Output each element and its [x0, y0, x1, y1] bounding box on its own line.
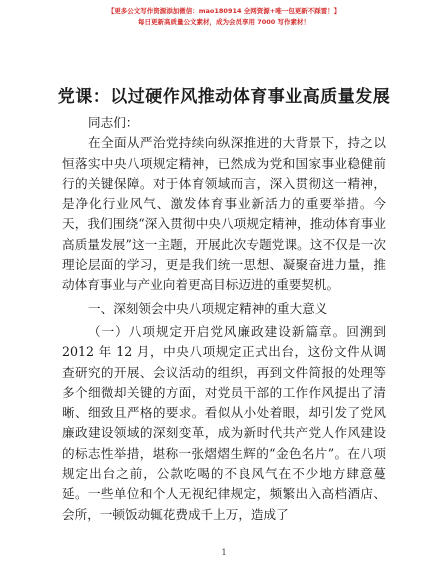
document-body [62, 113, 386, 525]
document-title: 党课：以过硬作风推动体育事业高质量发展 [57, 87, 391, 107]
promo-banner-line-2: 每日更新高质量公文素材，成为会员享用 7000 写作素材！ [137, 18, 311, 26]
intro-paragraph: 在全面从严治党持续向纵深推进的大背景下，持之以恒落实中央八项规定精神，已然成为党和国家事业稳健前行的关键保障。对于体育领域而言，深入贯彻这一精神，是净化行业风气、激发体育事业新活力的重要举措。今天，我们围绕“深入贯彻中央八项规定精神，推动体育事业高质量发展”这一主题，开展此次专题党课。这不仅是一次理论层面的学习，更是我们统一思想、凝聚奋进力量，推动体育事业与产业向着更高目标迈进的重要契机。 [62, 135, 386, 293]
salutation: 同志们： [88, 115, 139, 130]
page-number: 1 [221, 548, 227, 557]
promo-banner-line-1: 【更多公文写作资源添加微信：mao180914 全网资源+唯一包更新不踩雷！】 [107, 7, 341, 15]
subsection-paragraph: （一）八项规定开启党风廉政建设新篇章。回溯到 2012 年 12 月，中央八项规定正式出台，这份文件从调查研究的开展、会议活动的组织，再到文件简报的处理等多个细微却关键的方面，对党员干部的工作作风提出了清晰、细致且严格的要求。看似从小处着眼，却引发了党风廉政建设领域的深刻变革，成为新时代共产党人作风建设的标志性举措，堪称一张熠熠生辉的“金色名片”。在八项规定出台之前，公款吃喝的不良风气在不少地方肆意蔓延。一些单位和个人无视纪律规定，频繁出入高档酒店、会所，一顿饭动辄花费成千上万，造成了 [62, 323, 386, 522]
section-heading: 一、深刻领会中央八项规定精神的重大意义 [88, 300, 328, 316]
promo-banner [0, 6, 448, 28]
